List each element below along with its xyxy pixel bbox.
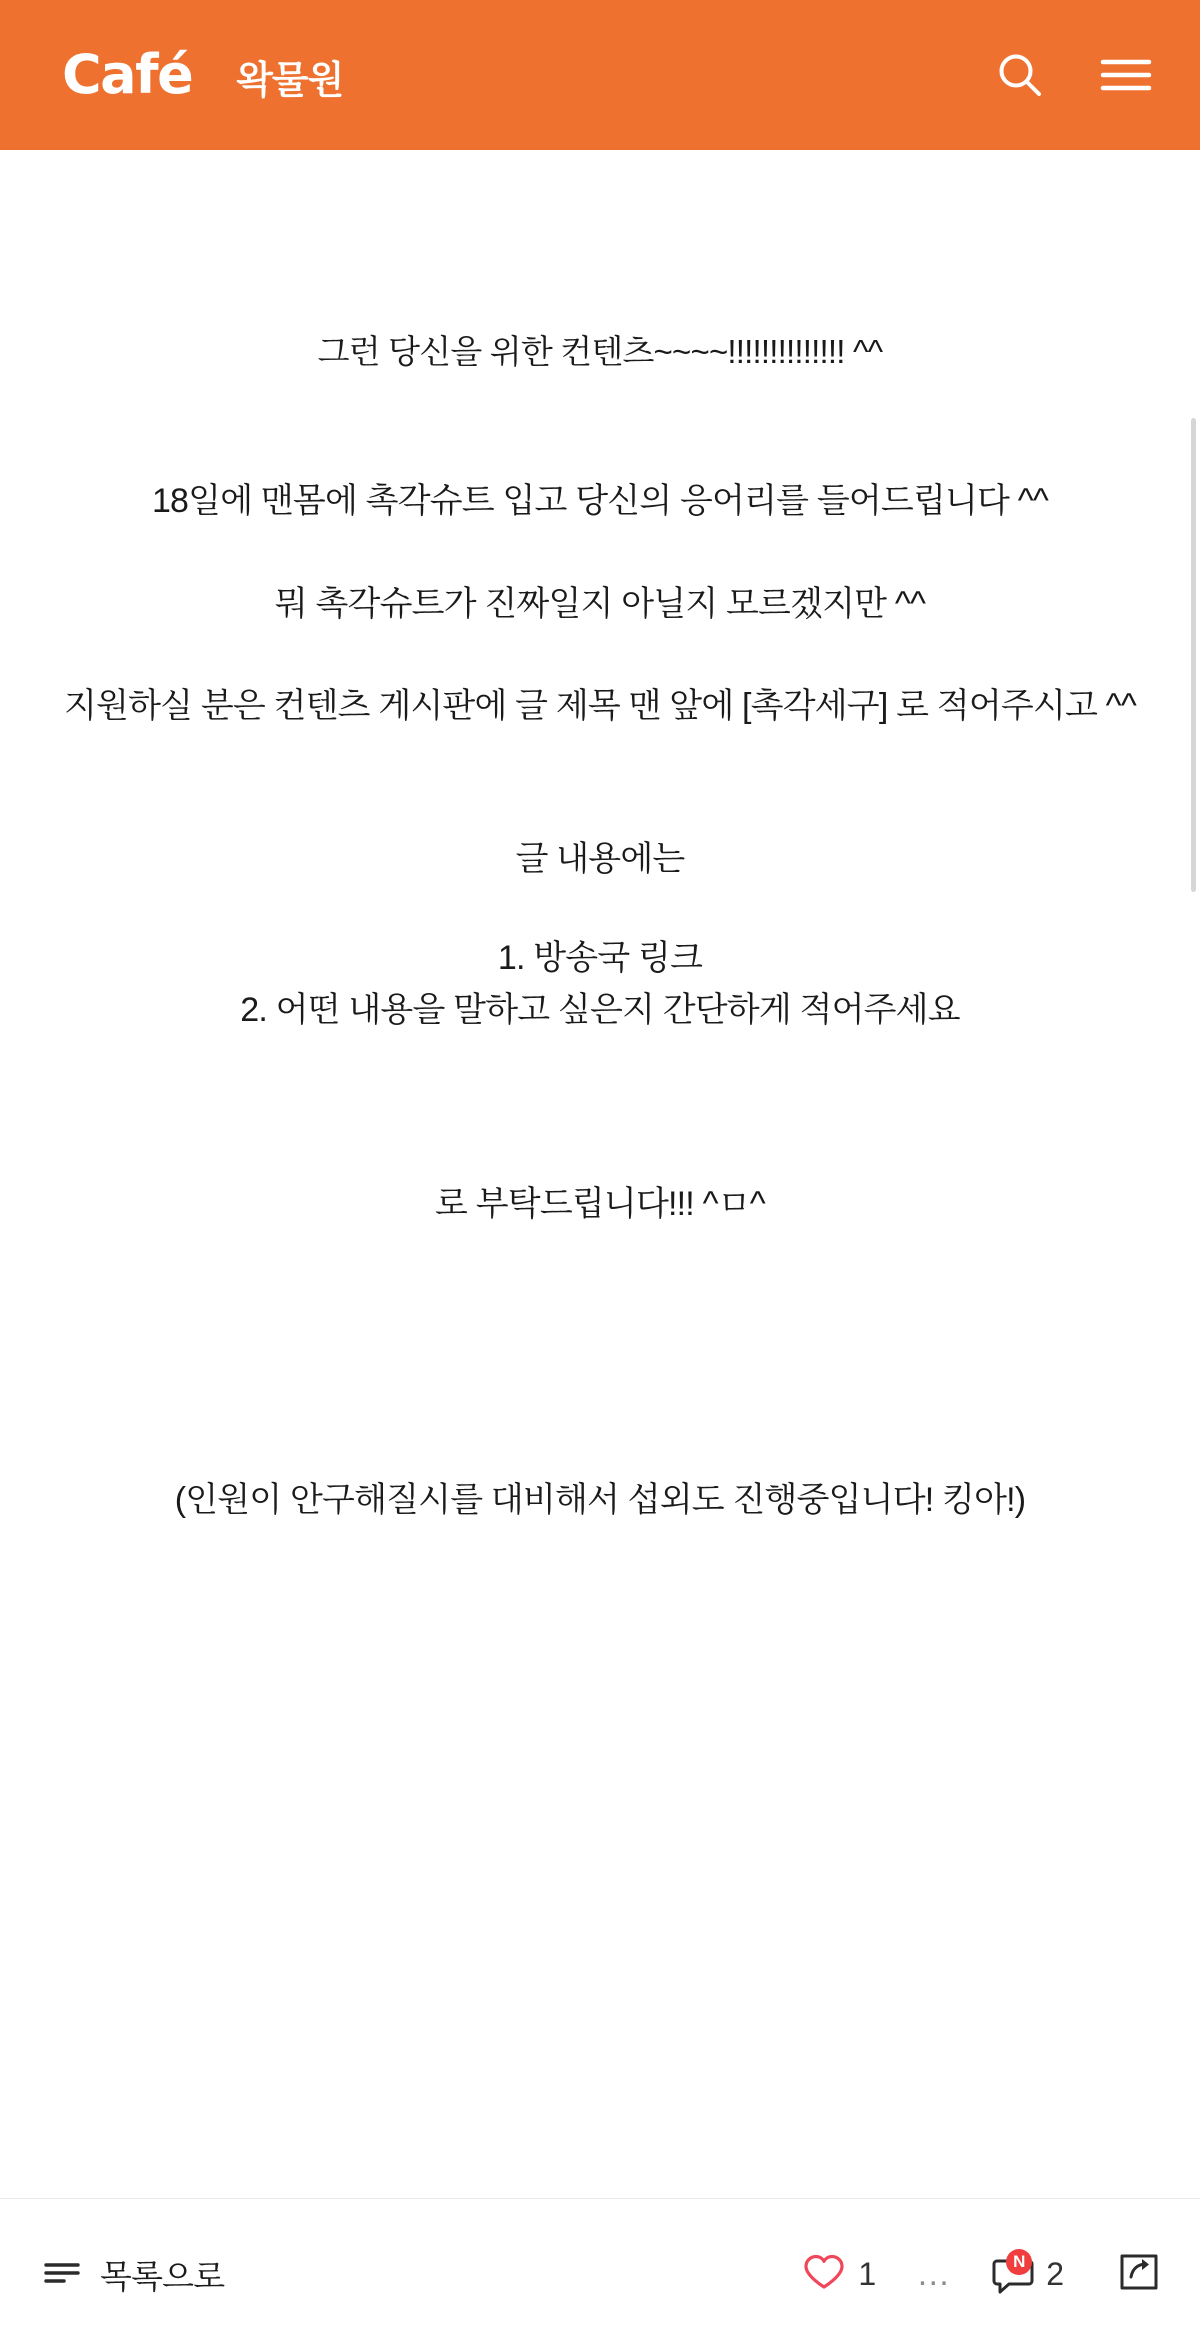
- post-paragraph: 뭐 촉각슈트가 진짜일지 아닐지 모르겠지만 ^^: [274, 585, 926, 623]
- post-paragraph: 1. 방송국 링크: [497, 939, 703, 977]
- bottom-action-bar: [0, 2198, 1200, 2350]
- cafe-logo[interactable]: Café: [62, 43, 193, 106]
- list-lines-icon: [44, 2258, 80, 2291]
- post-paragraph: 2. 어떤 내용을 말하고 싶은지 간단하게 적어주세요: [240, 991, 960, 1029]
- hamburger-menu-icon[interactable]: [1096, 45, 1156, 105]
- scrollbar-thumb[interactable]: [1191, 418, 1196, 892]
- cafe-name[interactable]: 왁물원: [236, 60, 344, 102]
- post-paragraph: 지원하실 분은 컨텐츠 게시판에 글 제목 맨 앞에 [촉각세구] 로 적어주시고 ^^: [64, 687, 1136, 725]
- bottom-bar-right: [802, 2250, 1162, 2299]
- brand-area[interactable]: [62, 43, 990, 106]
- comment-bubble-icon: [992, 2252, 1034, 2295]
- comment-button[interactable]: [992, 2252, 1064, 2295]
- post-paragraph: 글 내용에는: [515, 840, 685, 878]
- comment-count: 2: [1046, 2256, 1064, 2292]
- new-comment-badge: N: [1006, 2249, 1032, 2275]
- app-header: [0, 0, 1200, 150]
- header-actions: [990, 45, 1156, 105]
- post-content: [0, 150, 1200, 2198]
- post-paragraph: 그런 당신을 위한 컨텐츠~~~~!!!!!!!!!!!!!! ^^: [317, 333, 883, 370]
- post-paragraph: 로 부탁드립니다!!! ^ㅁ^: [435, 1185, 765, 1223]
- search-icon[interactable]: [990, 45, 1050, 105]
- like-count: 1: [858, 2256, 877, 2292]
- share-button[interactable]: [1116, 2250, 1162, 2299]
- like-button[interactable]: [802, 2252, 876, 2297]
- post-paragraph: (인원이 안구해질시를 대비해서 섭외도 진행중입니다! 킹아!): [174, 1481, 1026, 1519]
- post-paragraph: 18일에 맨몸에 촉각슈트 입고 당신의 응어리를 들어드립니다 ^^: [151, 482, 1049, 520]
- share-icon: [1116, 2281, 1162, 2298]
- heart-icon: [802, 2252, 846, 2297]
- back-to-list-button[interactable]: [44, 2251, 224, 2298]
- more-dots-icon[interactable]: …: [916, 2255, 953, 2293]
- back-to-list-label: 목록으로: [100, 2258, 225, 2295]
